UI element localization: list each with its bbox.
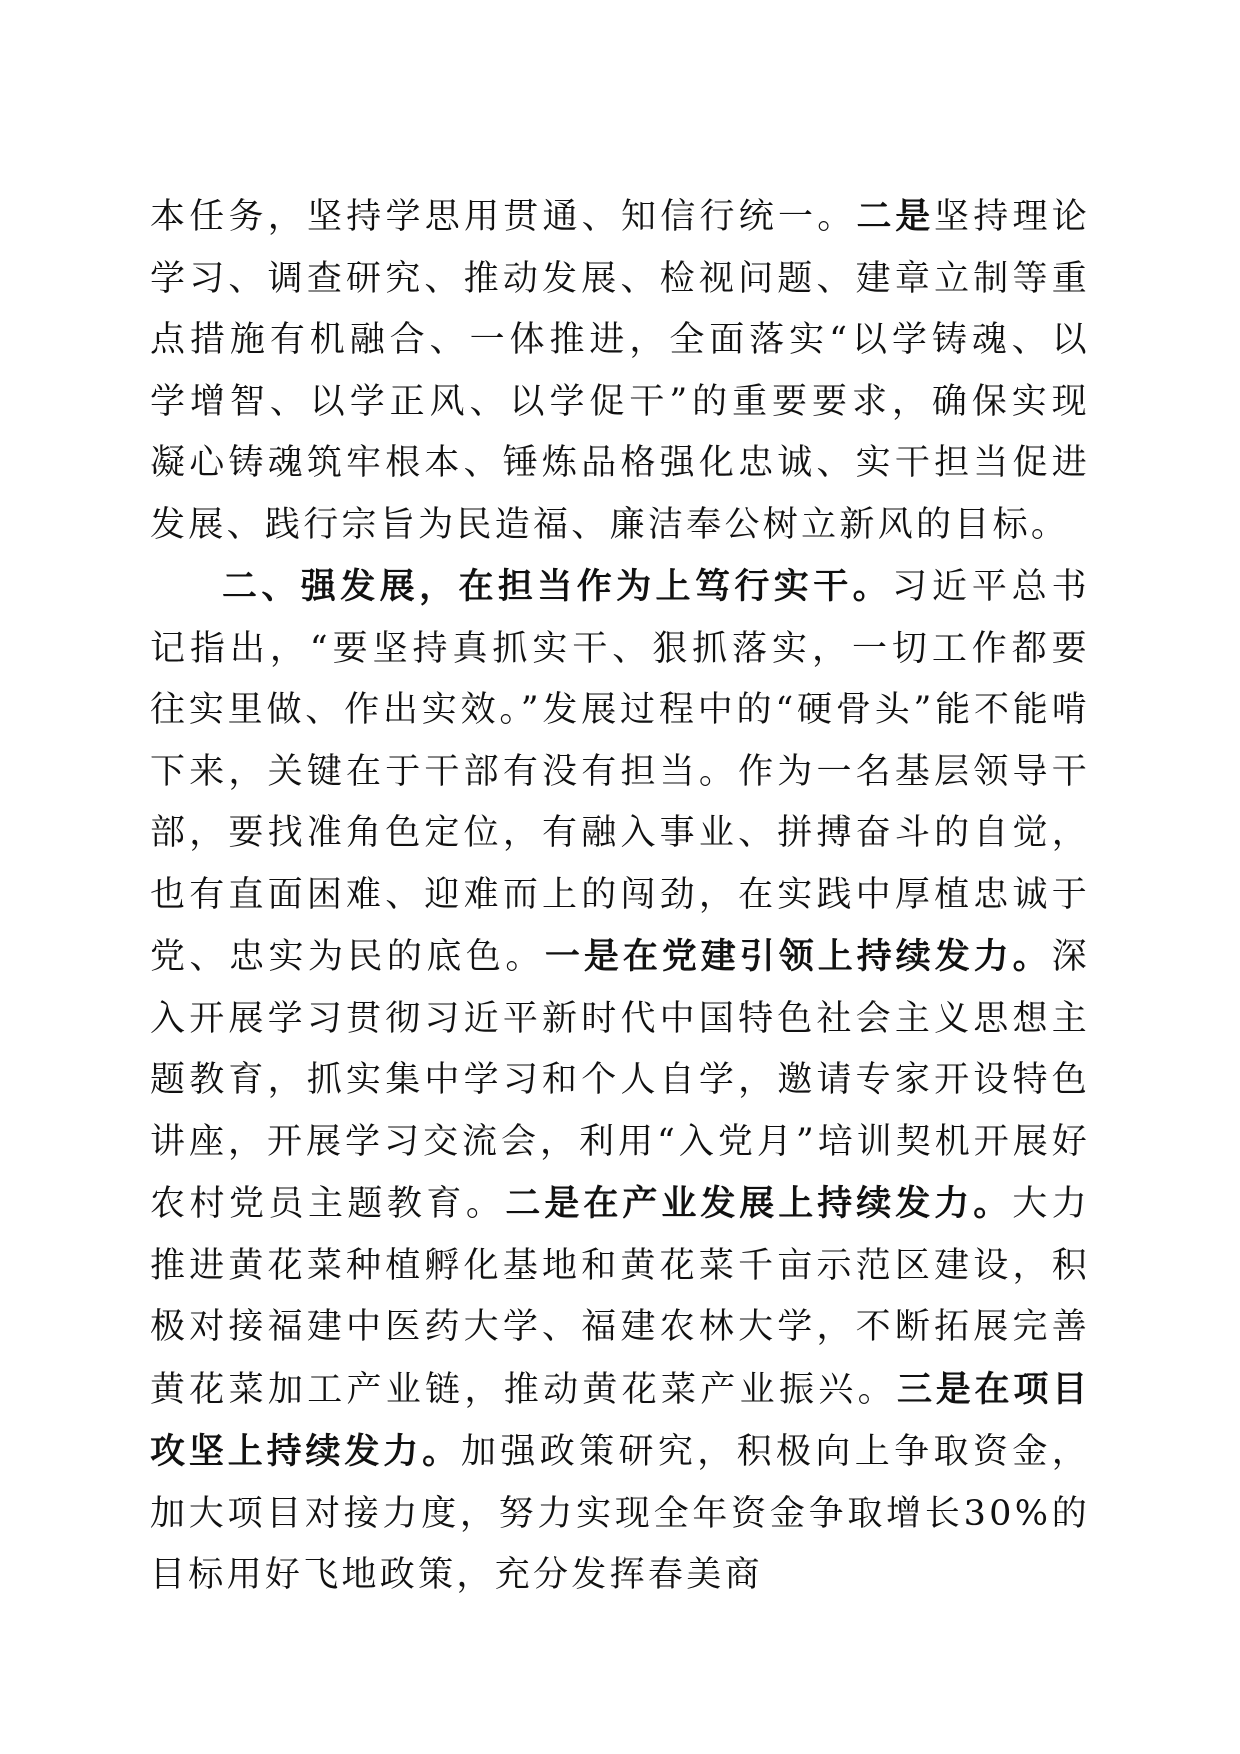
paragraph-2-segment-6: 大力推进黄花菜种植孵化基地和黄花菜千亩示范区建设，积极对接福建中医药大学、福建农林大学，不断拓展完善黄花菜加工产业链，推动黄花菜产业振兴。 bbox=[150, 1184, 1091, 1410]
paragraph-1-segment-1: 本任务，坚持学思用贯通、知信行统一。 bbox=[150, 197, 857, 237]
point-three-heading: 三是在项目攻坚上持续发力。 bbox=[150, 1368, 1090, 1472]
paragraph-2 bbox=[150, 556, 1090, 1607]
point-two-heading: 二是在产业发展上持续发力。 bbox=[505, 1183, 1013, 1224]
paragraph-1-segment-2-bold: 二是 bbox=[856, 196, 934, 237]
paragraph-1 bbox=[150, 186, 1090, 556]
section-heading: 二、强发展，在担当作为上笃行实干。 bbox=[222, 566, 893, 607]
paragraph-2-segment-4: 深入开展学习贯彻习近平新时代中国特色社会主义思想主题教育，抓实集中学习和个人自学，邀请专家开设特色讲座，开展学习交流会，利用“入党月”培训契机开展好农村党员主题教育。 bbox=[150, 937, 1090, 1224]
paragraph-1-segment-3: 坚持理论学习、调查研究、推动发展、检视问题、建章立制等重点措施有机融合、一体推进，全面落实“以学铸魂、以学增智、以学正风、以学促干”的重要要求，确保实现凝心铸魂筑牢根本、锤炼品格强化忠诚、实干担当促进发展、践行宗旨为民造福、廉洁奉公树立新风的目标。 bbox=[150, 197, 1090, 545]
point-one-heading: 一是在党建引领上持续发力。 bbox=[544, 936, 1052, 977]
paragraph-2-segment-8: 加强政策研究，积极向上争取资金，加大项目对接力度，努力实现全年资金争取增长30%的目标用好飞地政策，充分发挥春美商 bbox=[150, 1432, 1090, 1595]
paragraph-2-segment-2: 习近平总书记指出，“要坚持真抓实干、狠抓落实，一切工作都要往实里做、作出实效。”发展过程中的“硬骨头”能不能啃下来，关键在于干部有没有担当。作为一名基层领导干部，要找准角色定位，有融入事业、拼搏奋斗的自觉，也有直面困难、迎难而上的闯劲，在实践中厚植忠诚于党、忠实为民的底色。 bbox=[150, 567, 1090, 977]
